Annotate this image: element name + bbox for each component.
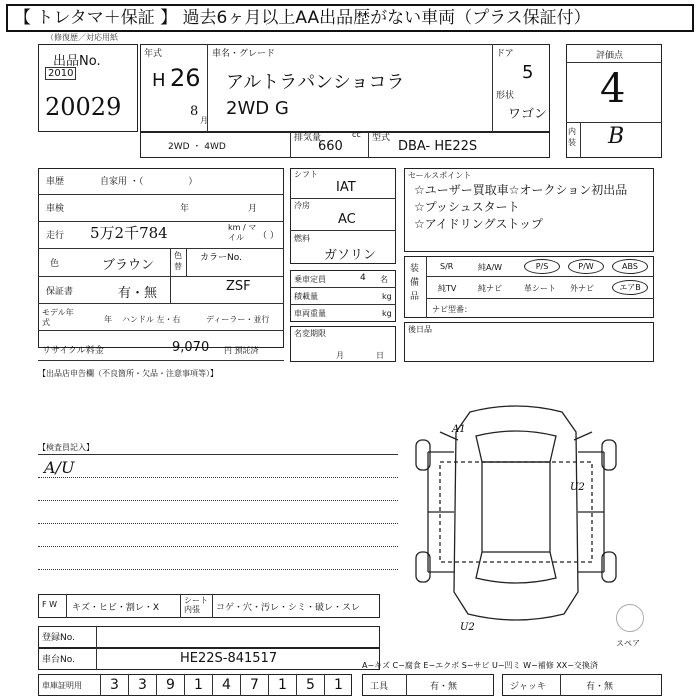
load-label: 積載量 — [294, 292, 318, 301]
equip-airbag: エアB — [612, 280, 648, 295]
handle: ハンドル 左・右 — [122, 315, 181, 324]
year-value: 26 — [170, 64, 201, 92]
car-damage-diagram — [400, 392, 632, 632]
door-label: ドア — [496, 49, 514, 59]
mileage-label: 走行 — [46, 231, 65, 241]
repaint-label: 色替 — [174, 251, 182, 271]
cert-label: 車庫証明用 — [42, 681, 82, 690]
jack-value: 有・無 — [586, 682, 614, 692]
capacity-unit: 名 — [380, 275, 388, 284]
grade-label: 評価点 — [596, 51, 624, 61]
equip-abs: ABS — [612, 259, 648, 274]
mileage-unit: km / マイル — [228, 223, 257, 242]
equip-navi: 純ナビ — [478, 284, 502, 293]
color-label: 色 — [50, 259, 60, 269]
registration-row — [38, 626, 380, 648]
lot-box — [38, 44, 138, 132]
seat-text: コゲ・穴・汚レ・シミ・破レ・スレ — [216, 603, 361, 613]
cert-digit: 5 — [296, 674, 324, 696]
seat-label: シート内張 — [184, 596, 208, 614]
color-code-label: カラーNo. — [200, 253, 242, 263]
grade-value: 4 — [600, 66, 626, 112]
fw-label: F W — [42, 600, 58, 609]
warranty-value: 有・無 — [118, 286, 158, 301]
inspection-year: 年 — [180, 204, 190, 214]
deadline-label: 名変期限 — [294, 329, 326, 338]
equip-tv: 純TV — [438, 284, 457, 293]
spare-tire-icon — [616, 604, 644, 632]
header-partial: （修復歴／対応用紙 — [46, 33, 118, 42]
car-name: アルトラパンショコラ — [226, 72, 405, 93]
inspection-label: 車検 — [46, 204, 65, 214]
inspection-month: 月 — [248, 204, 258, 214]
lot-label: 出品No. — [53, 54, 101, 69]
ac-label: 冷房 — [294, 201, 310, 210]
recycle-label: リサイクル料金 — [42, 346, 104, 356]
jack-label: ジャッキ — [510, 682, 546, 692]
sales-point-item: ☆ユーザー買取車☆オークション初出品 — [414, 183, 628, 197]
mileage-value: 5万2千784 — [90, 224, 168, 242]
cert-digit: 1 — [324, 674, 352, 696]
cert-digit: 7 — [240, 674, 268, 696]
capacity-label: 乗車定員 — [294, 275, 326, 284]
lot-number: 20029 — [45, 93, 122, 121]
fuel-label: 燃料 — [294, 234, 310, 243]
notes-box — [404, 322, 654, 362]
year-month-unit: 月 — [200, 116, 208, 125]
cert-digit: 9 — [156, 674, 184, 696]
diagram-mark-u2-rear: U2 — [460, 622, 475, 632]
car-grade: 2WD G — [226, 98, 289, 119]
equip-pw: P/W — [568, 259, 604, 274]
diagram-mark-u2-side: U2 — [570, 482, 585, 493]
auction-banner: 【 トレタマ＋保証 】 過去6ヶ月以上AA出品歴がない車両（プラス保証付） — [6, 4, 694, 32]
drive-label: 2WD ・ 4WD — [168, 142, 226, 152]
registration-label: 登録No. — [42, 633, 75, 643]
fuel-value: ガソリン — [324, 248, 377, 263]
color-code: ZSF — [226, 279, 251, 294]
cert-digit: 1 — [268, 674, 296, 696]
model-year-label: モデル年式 — [42, 308, 74, 327]
history-label: 車歴 — [46, 177, 65, 187]
fw-text: キズ・ヒビ・割レ・X — [72, 603, 159, 613]
displacement-value: 660 — [318, 139, 343, 154]
equip-alloy: 純A/W — [478, 263, 503, 272]
capacity-value: 4 — [360, 273, 366, 283]
seller-notes-label: 【出品店申告欄（不良箇所・欠品・注意事項等）】 — [38, 369, 218, 378]
deadline-day: 日 — [376, 351, 384, 360]
notes-label: 後日品 — [408, 325, 432, 334]
cert-digit: 3 — [100, 674, 128, 696]
lot-year-tag: 2010 — [45, 67, 76, 80]
tools-value: 有・無 — [430, 682, 458, 692]
interior-label: 内装 — [568, 127, 576, 147]
sales-point-item: ☆アイドリングストップ — [414, 217, 543, 231]
mileage-extra: （ ） — [258, 231, 279, 241]
equipment-label: 装備品 — [410, 264, 420, 302]
warranty-label: 保証書 — [46, 287, 74, 297]
interior-value: B — [608, 124, 625, 149]
spare-label: スペア — [616, 639, 640, 648]
inspector-label: 【検査員記入】 — [38, 443, 94, 452]
equip-sr: S/R — [440, 262, 454, 271]
cert-digit: 1 — [184, 674, 212, 696]
deadline-month: 月 — [336, 351, 344, 360]
year-label: 年式 — [144, 49, 163, 59]
door-value: 5 — [522, 62, 534, 83]
load-unit: kg — [382, 292, 392, 301]
model-year-year: 年 — [104, 315, 112, 324]
history-value: 自家用 ・（ ） — [100, 177, 198, 187]
car-name-label: 車名・グレード — [212, 49, 276, 59]
recycle-value: 9,070 — [172, 340, 210, 355]
inspector-note: A/U — [44, 458, 75, 477]
equip-ps: P/S — [524, 259, 560, 274]
equip-ext-navi: 外ナビ — [570, 284, 594, 293]
displacement-label: 排気量 — [294, 133, 322, 143]
body-shape-label: 形状 — [496, 91, 515, 101]
tools-label: 工具 — [370, 682, 389, 692]
weight-unit: kg — [382, 309, 392, 318]
dealer: ディーラー・並行 — [206, 315, 270, 324]
cert-digit: 3 — [128, 674, 156, 696]
damage-legend: A−キズ C−腐食 E−エクボ S−サビ U−凹ミ W−補修 XX−交換済 — [362, 661, 598, 670]
chassis-label: 車台No. — [42, 655, 75, 665]
diagram-mark-a1: A1 — [452, 424, 466, 435]
chassis-value: HE22S-841517 — [180, 651, 278, 666]
model-label: 型式 — [372, 133, 391, 143]
shift-value: IAT — [336, 180, 356, 195]
weight-label: 車両重量 — [294, 309, 326, 318]
cert-digits — [100, 674, 352, 696]
sales-point-item: ☆プッシュスタート — [414, 200, 520, 214]
displacement-unit: cc — [352, 130, 361, 139]
sales-points-label: セールスポイント — [408, 171, 472, 180]
color-value: ブラウン — [102, 258, 155, 273]
navi-model-label: ナビ型番： — [432, 305, 472, 314]
body-shape-value: ワゴン — [508, 107, 548, 122]
recycle-unit: 円 預託済 — [224, 346, 259, 355]
ac-value: AC — [338, 212, 356, 227]
sales-points-list — [414, 182, 627, 233]
year-month: 8 — [190, 104, 199, 119]
equip-leather: 革シート — [524, 284, 556, 293]
shift-label: シフト — [294, 170, 318, 179]
cert-digit: 4 — [212, 674, 240, 696]
model-value: DBA- HE22S — [398, 139, 478, 154]
year-era: H — [152, 70, 166, 91]
